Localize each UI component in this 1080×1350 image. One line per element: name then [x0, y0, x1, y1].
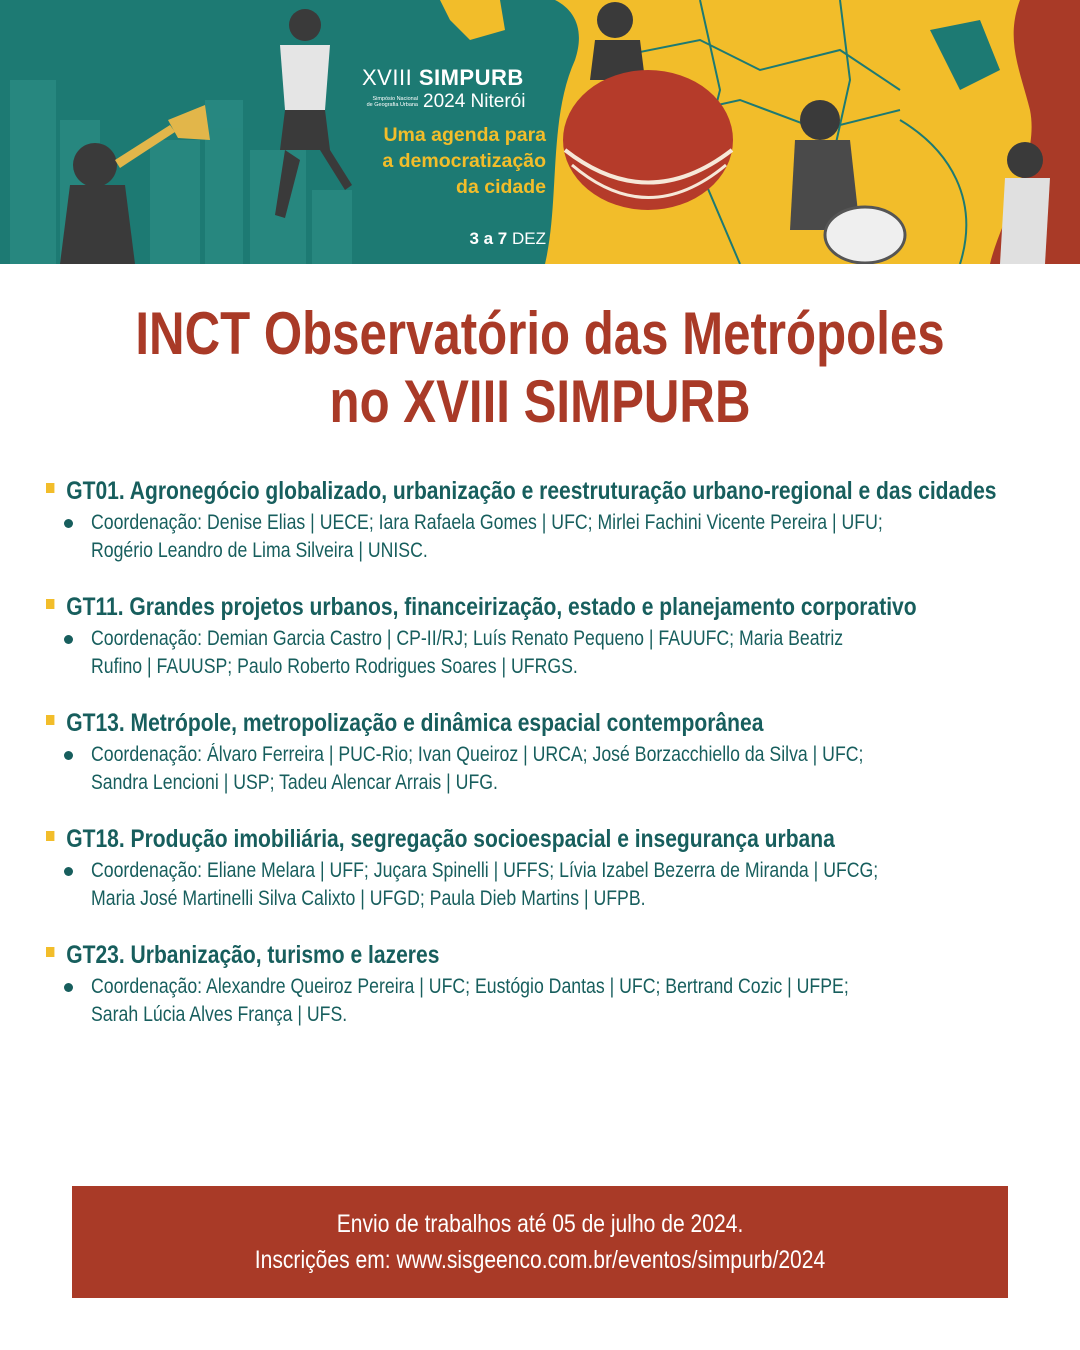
bullet-dot-icon: [64, 867, 73, 876]
bullet-dot-icon: [64, 519, 73, 528]
submission-deadline: Envio de trabalhos até 05 de julho de 2024.: [336, 1210, 744, 1238]
coordination-text: Coordenação: Eliane Melara | UFF; Juçara Spinelli | UFFS; Lívia Izabel Bezerra de Miranda | UFCG; Maria José Martinelli Silva Calixto | UFGD; Paula Dieb Martins | UFPB.: [91, 859, 879, 910]
simpurb-logo: [362, 66, 552, 113]
coordination-text: Coordenação: Demian Garcia Castro | CP-II/RJ; Luís Renato Pequeno | FAUUFC; Maria Beatriz Rufino | FAUUSP; Paulo Roberto Rodrigues Soares | UFRGS.: [91, 627, 844, 678]
square-bullet-icon: [46, 947, 54, 957]
event-banner: [0, 0, 1080, 264]
working-group-title: GT01. Agronegócio globalizado, urbanização e reestruturação urbano-regional e das cidades: [46, 476, 1040, 507]
event-tagline: Uma agenda para a democratização da cidade: [382, 124, 546, 198]
square-bullet-icon: [46, 715, 54, 725]
working-group-title: GT13. Metrópole, metropolização e dinâmica espacial contemporânea: [46, 708, 1040, 739]
working-group-title: GT18. Produção imobiliária, segregação socioespacial e insegurança urbana: [46, 824, 1040, 855]
registration-link[interactable]: Inscrições em: www.sisgeenco.com.br/eventos/simpurb/2024: [254, 1246, 826, 1274]
event-dates: 3 a 7 DEZ: [469, 229, 546, 248]
bullet-dot-icon: [64, 635, 73, 644]
working-group-gt13: [46, 708, 1040, 797]
bullet-dot-icon: [64, 983, 73, 992]
page-title: INCT Observatório das Metrópoles no XVIII SIMPURB: [135, 300, 945, 435]
coordination-text: Coordenação: Álvaro Ferreira | PUC-Rio; Ivan Queiroz | URCA; José Borzacchiello da Silva | UFC; Sandra Lencioni | USP; Tadeu Alencar Arrais | UFG.: [91, 743, 864, 794]
working-group-gt23: [46, 940, 1040, 1029]
working-group-gt01: [46, 476, 1040, 565]
coordination-text: Coordenação: Alexandre Queiroz Pereira | UFC; Eustógio Dantas | UFC; Bertrand Cozic | UFPE; Sarah Lúcia Alves França | UFS.: [91, 975, 849, 1026]
brand-title: XVIII SIMPURB: [362, 65, 524, 90]
working-group-gt18: [46, 824, 1040, 913]
brand-subtitle: Simpósio Nacional de Geografia Urbana: [366, 96, 418, 108]
working-group-title: GT11. Grandes projetos urbanos, financeirização, estado e planejamento corporativo: [46, 592, 1040, 623]
working-group-gt11: [46, 592, 1040, 681]
square-bullet-icon: [46, 483, 54, 493]
bullet-dot-icon: [64, 751, 73, 760]
working-groups-list: [46, 476, 1040, 1056]
square-bullet-icon: [46, 831, 54, 841]
coordination-text: Coordenação: Denise Elias | UECE; Iara Rafaela Gomes | UFC; Mirlei Fachini Vicente Pereira | UFU; Rogério Leandro de Lima Silveira | UNISC.: [91, 511, 883, 562]
brand-city-year: 2024 Niterói: [423, 91, 526, 112]
submission-info-box: [72, 1186, 1008, 1298]
working-group-title: GT23. Urbanização, turismo e lazeres: [46, 940, 1040, 971]
square-bullet-icon: [46, 599, 54, 609]
